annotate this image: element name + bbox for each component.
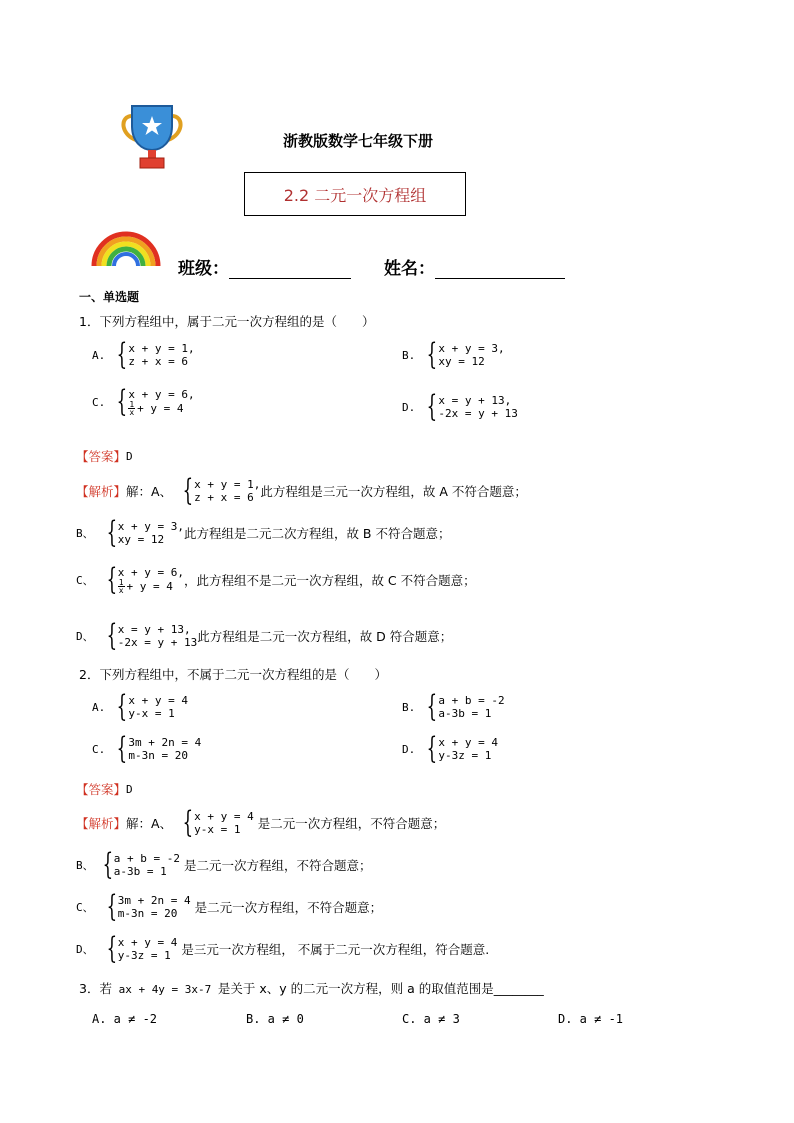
q1-option-a[interactable]: A. { x + y = 1, z + x = 6 <box>92 337 195 372</box>
q2-answer: 【答案】 D <box>76 782 133 797</box>
question-3-stem: 3．若 ax + 4y = 3x-7 是关于 x、y 的二元一次方程，则 a 的取值范围是________ <box>79 981 544 996</box>
q3-option-b[interactable]: B. a ≠ 0 <box>246 1012 304 1026</box>
q3-option-a[interactable]: A. a ≠ -2 <box>92 1012 158 1026</box>
lesson-title-box <box>244 172 466 216</box>
class-field <box>178 254 351 279</box>
name-field <box>384 254 565 279</box>
answer-value: D <box>126 449 133 463</box>
class-label: 班级： <box>178 259 229 279</box>
q2-analysis-c: C、 { 3m + 2n = 4 m-3n = 20 是二元一次方程组，不符合题意； <box>76 889 383 924</box>
q2-option-a[interactable]: A. { x + y = 4 y-x = 1 <box>92 689 188 724</box>
q1-analysis-c: C、 { x + y = 6, $\frac{1}{x}$ + y = 4 ，此方程组不是二元一次方程组，故 C 不符合题意； <box>76 562 476 597</box>
trophy-icon <box>118 104 186 170</box>
section-heading: 一、单选题 <box>79 290 140 304</box>
rainbow-icon <box>88 228 164 270</box>
q1-analysis-a: 【解析】 解：A、 { x + y = 1, z + x = 6 此方程组是三元一次方程组，故 A 不符合题意； <box>76 473 527 508</box>
q2-analysis-b: B、 { a + b = -2 a-3b = 1 是二元一次方程组，不符合题意； <box>76 847 372 882</box>
question-2-stem: 2．下列方程组中，不属于二元一次方程组的是（ ） <box>79 667 387 682</box>
q1-answer <box>76 447 133 465</box>
q2-option-c[interactable]: C. { 3m + 2n = 4 m-3n = 20 <box>92 731 202 766</box>
name-blank[interactable] <box>435 260 565 279</box>
q1-option-b[interactable]: B. { x + y = 3, xy = 12 <box>402 337 505 372</box>
q1-option-c[interactable]: C. { x + y = 6, $\frac{1}{x}$ + y = 4 <box>92 384 195 419</box>
q2-option-d[interactable]: D. { x + y = 4 y-3z = 1 <box>402 731 498 766</box>
class-blank[interactable] <box>229 260 351 279</box>
q3-option-c[interactable]: C. a ≠ 3 <box>402 1012 460 1026</box>
q1-option-d[interactable]: D. { x = y + 13, -2x = y + 13 <box>402 389 518 424</box>
answer-tag: 【答案】 <box>76 449 127 464</box>
q1-analysis-b: B、 { x + y = 3, xy = 12 此方程组是二元二次方程组，故 B 不符合题意； <box>76 515 451 550</box>
question-1-stem: 1．下列方程组中，属于二元一次方程组的是（ ） <box>79 314 375 329</box>
q2-analysis-a: 【解析】 解：A、 { x + y = 4 y-x = 1 是二元一次方程组，不符合题意； <box>76 805 446 840</box>
q3-option-d[interactable]: D. a ≠ -1 <box>558 1012 624 1026</box>
q2-option-b[interactable]: B. { a + b = -2 a-3b = 1 <box>402 689 505 724</box>
q2-analysis-d: D、 { x + y = 4 y-3z = 1 是三元一次方程组， 不属于二元一次方程组，符合题意. <box>76 931 490 966</box>
lesson-title: 2.2 二元一次方程组 <box>283 185 427 205</box>
page-title: 浙教版数学七年级下册 <box>283 132 434 150</box>
q1-analysis-d: D、 { x = y + 13, -2x = y + 13 此方程组是二元一次方程组，故 D 符合题意； <box>76 618 453 653</box>
name-label: 姓名： <box>384 259 435 279</box>
